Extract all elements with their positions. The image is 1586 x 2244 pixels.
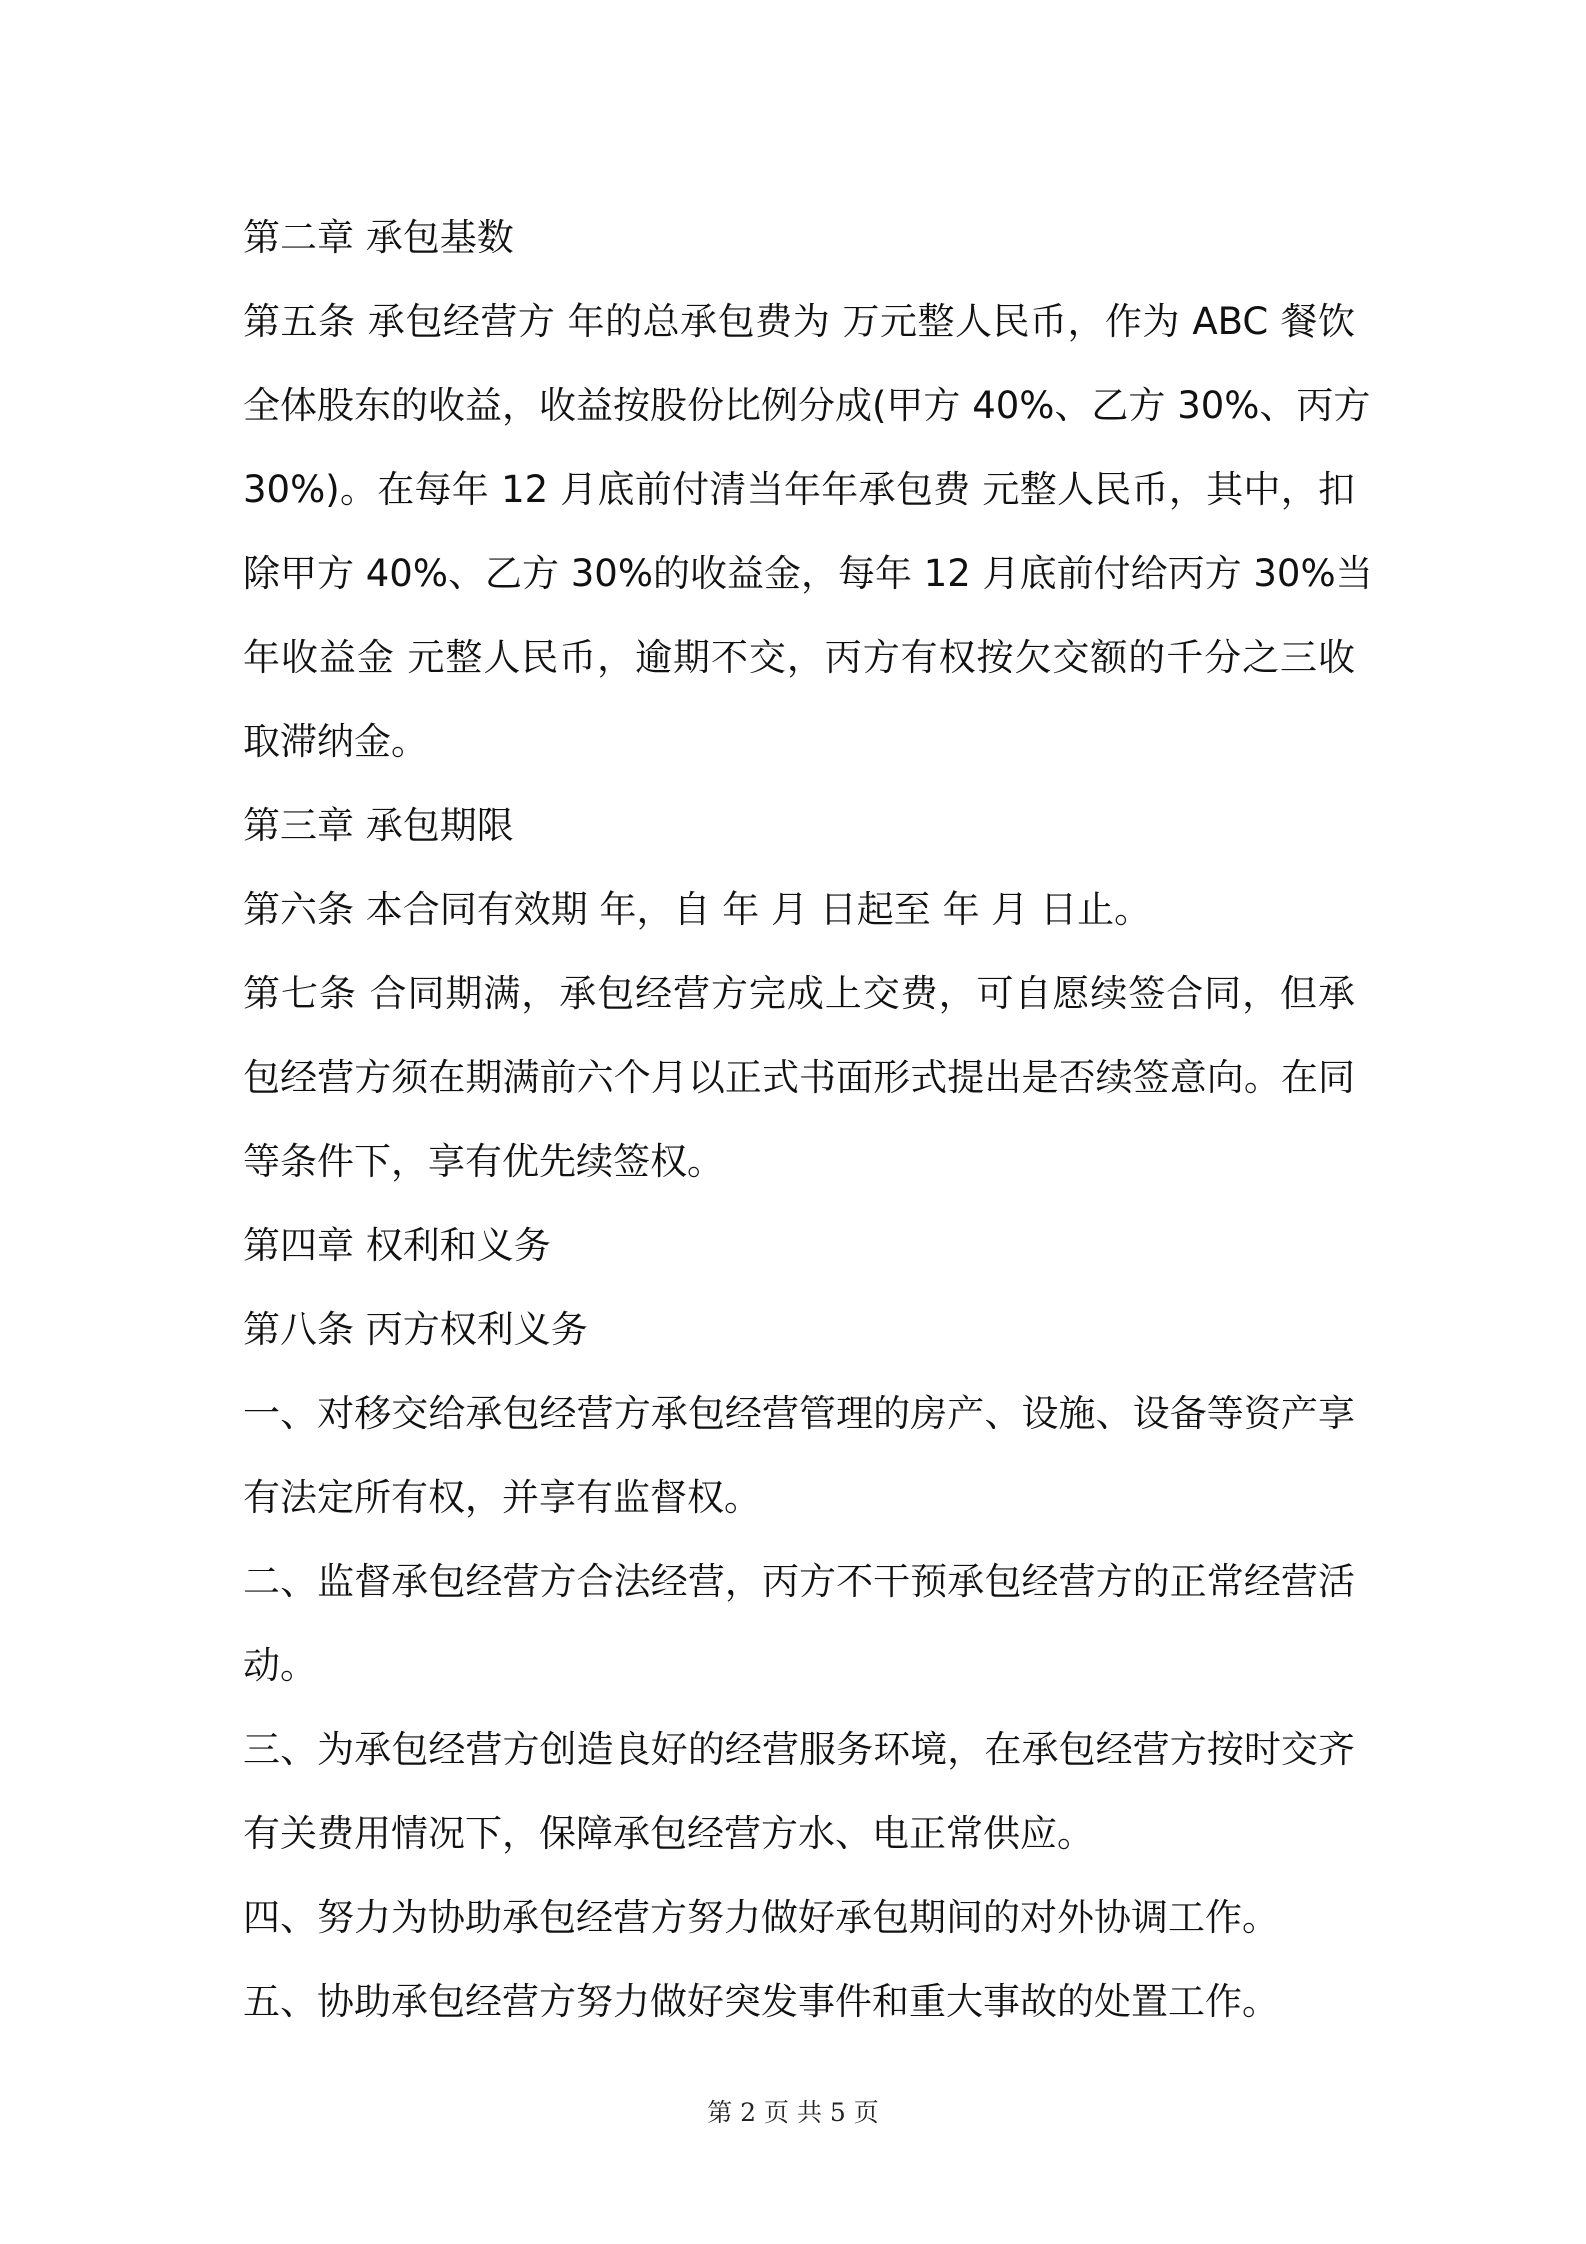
clause-1-line-2: 有法定所有权，并享有监督权。: [243, 1476, 761, 1519]
article-5-line-5: 年收益金 元整人民币，逾期不交，丙方有权按欠交额的千分之三收: [243, 636, 1355, 679]
chapter-4-heading: 第四章 权利和义务: [243, 1224, 551, 1267]
article-7-line-2: 包经营方须在期满前六个月以正式书面形式提出是否续签意向。在同: [243, 1056, 1355, 1099]
page-number-text: 第 2 页 共 5 页: [707, 2098, 879, 2127]
article-6: 第六条 本合同有效期 年，自 年 月 日起至 年 月 日止。: [243, 888, 1152, 931]
page-footer: [0, 2098, 1586, 2128]
clause-2-line-2: 动。: [243, 1644, 317, 1687]
article-5-line-2: 全体股东的收益，收益按股份比例分成(甲方 40%、乙方 30%、丙方: [243, 384, 1371, 427]
clause-3-line-1: 三、为承包经营方创造良好的经营服务环境，在承包经营方按时交齐: [243, 1728, 1355, 1771]
clause-1-line-1: 一、对移交给承包经营方承包经营管理的房产、设施、设备等资产享: [243, 1392, 1355, 1435]
article-5-line-3: 30%)。在每年 12 月底前付清当年年承包费 元整人民币，其中，扣: [243, 468, 1355, 511]
clause-4: 四、努力为协助承包经营方努力做好承包期间的对外协调工作。: [243, 1896, 1279, 1939]
article-7-line-1: 第七条 合同期满，承包经营方完成上交费，可自愿续签合同，但承: [243, 972, 1355, 1015]
clause-3-line-2: 有关费用情况下，保障承包经营方水、电正常供应。: [243, 1812, 1094, 1855]
article-7-line-3: 等条件下，享有优先续签权。: [243, 1140, 724, 1183]
chapter-3-heading: 第三章 承包期限: [243, 804, 514, 847]
article-8-heading: 第八条 丙方权利义务: [243, 1308, 588, 1351]
chapter-2-heading: 第二章 承包基数: [243, 216, 514, 259]
article-5-line-6: 取滞纳金。: [243, 720, 428, 763]
article-5-line-4: 除甲方 40%、乙方 30%的收益金，每年 12 月底前付给丙方 30%当: [243, 552, 1373, 595]
clause-5: 五、协助承包经营方努力做好突发事件和重大事故的处置工作。: [243, 1980, 1279, 2023]
clause-2-line-1: 二、监督承包经营方合法经营，丙方不干预承包经营方的正常经营活: [243, 1560, 1355, 1603]
article-5-line-1: 第五条 承包经营方 年的总承包费为 万元整人民币，作为 ABC 餐饮: [243, 300, 1355, 343]
document-body: [243, 196, 1373, 2044]
